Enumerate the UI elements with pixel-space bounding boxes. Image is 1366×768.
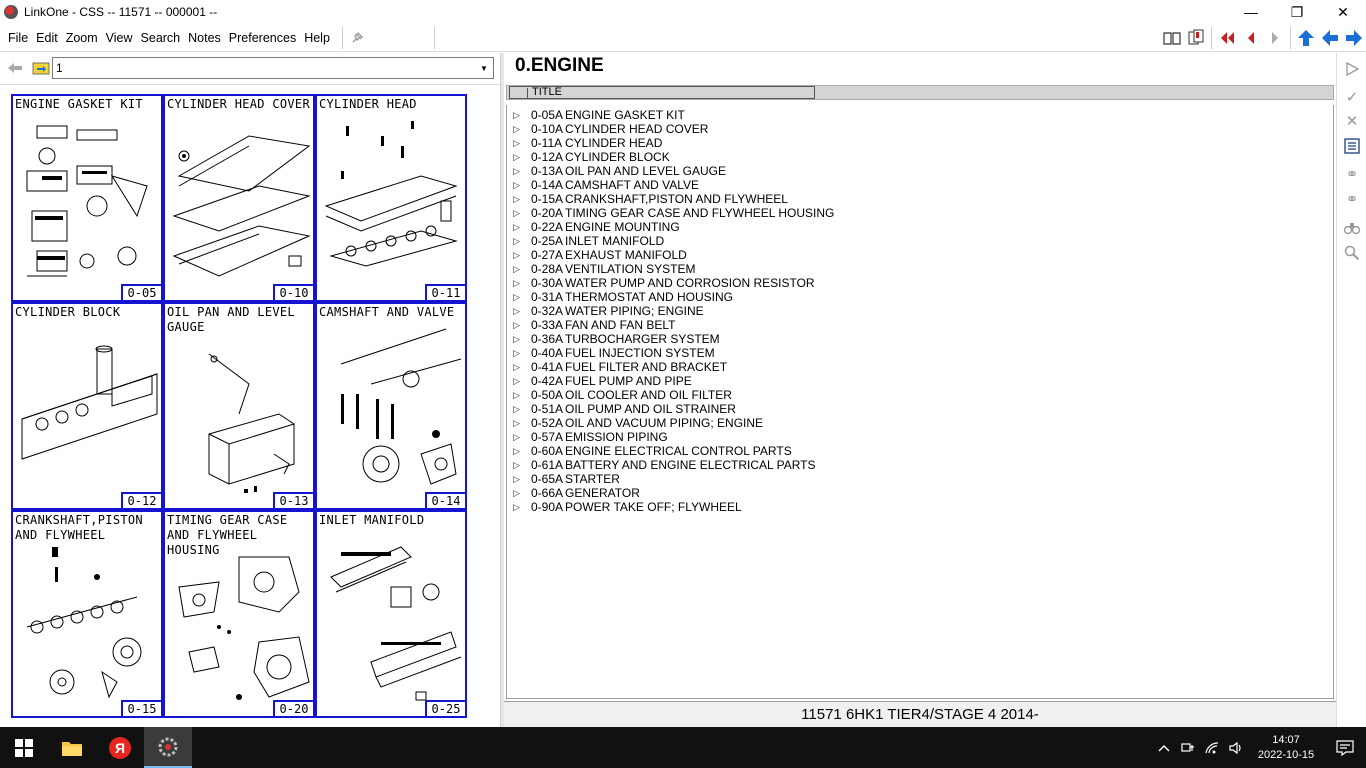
thumbnail-0-10[interactable] bbox=[163, 94, 315, 302]
thumbnail-grid bbox=[11, 94, 467, 718]
thumbnail-caption: CYLINDER HEAD bbox=[319, 97, 417, 111]
list-item-code: 0-20A bbox=[531, 206, 564, 220]
inlet-manifold-drawing bbox=[321, 532, 465, 702]
wifi-icon[interactable] bbox=[1200, 727, 1224, 768]
folder-arrow-icon[interactable] bbox=[32, 59, 50, 77]
list-item-title: FUEL PUMP AND PIPE bbox=[565, 374, 692, 388]
expand-arrow-icon[interactable]: ▷ bbox=[513, 123, 520, 134]
list-item[interactable] bbox=[513, 486, 640, 500]
up-arrow-icon[interactable] bbox=[1294, 26, 1318, 50]
thumbnail-number: 0-11 bbox=[425, 284, 467, 302]
network-adapter-icon[interactable] bbox=[1176, 727, 1200, 768]
list-item-title: CYLINDER HEAD bbox=[565, 136, 663, 150]
list-item-code: 0-60A bbox=[531, 444, 564, 458]
crankshaft-piston-drawing bbox=[17, 532, 161, 702]
list-item[interactable] bbox=[513, 206, 834, 220]
thumbnail-caption: CAMSHAFT AND VALVE bbox=[319, 305, 455, 319]
list-item[interactable] bbox=[513, 192, 788, 206]
expand-arrow-icon[interactable]: ▷ bbox=[513, 487, 520, 498]
unlink-icon[interactable]: ⚭ bbox=[1345, 191, 1359, 208]
book-icon[interactable] bbox=[1160, 26, 1184, 50]
history-back-icon[interactable] bbox=[6, 59, 24, 77]
list-item-title: FUEL FILTER AND BRACKET bbox=[565, 360, 728, 374]
list-item-code: 0-36A bbox=[531, 332, 564, 346]
menu-bar bbox=[0, 24, 1366, 52]
list-item[interactable] bbox=[513, 402, 736, 416]
list-item-code: 0-42A bbox=[531, 374, 564, 388]
list-item-code: 0-57A bbox=[531, 430, 564, 444]
list-item-title: WATER PUMP AND CORROSION RESISTOR bbox=[565, 276, 815, 290]
thumbnail-caption: ENGINE GASKET KIT bbox=[15, 97, 143, 111]
system-tray bbox=[1152, 727, 1366, 768]
list-item-code: 0-30A bbox=[531, 276, 564, 290]
list-item-title: CAMSHAFT AND VALVE bbox=[565, 178, 700, 192]
expand-arrow-icon[interactable]: ▷ bbox=[513, 207, 520, 218]
thumbnail-0-11[interactable] bbox=[315, 94, 467, 302]
list-item-title: TURBOCHARGER SYSTEM bbox=[565, 332, 720, 346]
list-item-title: CRANKSHAFT,PISTON AND FLYWHEEL bbox=[565, 192, 788, 206]
thumbnail-caption: OIL PAN AND LEVEL GAUGE bbox=[167, 305, 295, 334]
list-item-title: FAN AND FAN BELT bbox=[565, 318, 676, 332]
show-hidden-icons-icon[interactable] bbox=[1152, 727, 1176, 768]
list-item[interactable] bbox=[513, 248, 687, 262]
expand-arrow-icon[interactable]: ▷ bbox=[513, 193, 520, 204]
list-item-title: THERMOSTAT AND HOUSING bbox=[565, 290, 734, 304]
menu-view[interactable]: View bbox=[105, 30, 133, 45]
windows-logo-icon bbox=[15, 739, 33, 757]
title-bar bbox=[0, 0, 1366, 24]
expand-arrow-icon[interactable]: ▷ bbox=[513, 375, 520, 386]
list-item-code: 0-33A bbox=[531, 318, 564, 332]
menu-notes[interactable]: Notes bbox=[188, 30, 221, 45]
yandex-icon: Я bbox=[109, 737, 131, 759]
list-item-code: 0-11A bbox=[531, 136, 563, 150]
list-item[interactable] bbox=[513, 444, 792, 458]
list-item-title: EXHAUST MANIFOLD bbox=[565, 248, 687, 262]
menu-file[interactable]: File bbox=[8, 30, 29, 45]
list-item-code: 0-13A bbox=[531, 164, 564, 178]
list-item-code: 0-31A bbox=[531, 290, 564, 304]
list-item[interactable] bbox=[513, 374, 692, 388]
thumbnail-number: 0-05 bbox=[121, 284, 163, 302]
list-item-code: 0-10A bbox=[531, 122, 564, 136]
list-item[interactable] bbox=[513, 458, 816, 472]
list-item[interactable] bbox=[513, 416, 763, 430]
thumbnail-number: 0-20 bbox=[273, 700, 315, 718]
menu-preferences[interactable]: Preferences bbox=[228, 30, 297, 45]
list-item-code: 0-32A bbox=[531, 304, 564, 318]
folder-icon bbox=[61, 739, 83, 757]
list-item-title: CYLINDER HEAD COVER bbox=[565, 122, 709, 136]
list-item-code: 0-61A bbox=[531, 458, 564, 472]
forward-arrow-icon[interactable] bbox=[1342, 26, 1366, 50]
menu-zoom[interactable]: Zoom bbox=[65, 30, 98, 45]
thumbnail-number: 0-12 bbox=[121, 492, 163, 510]
volume-icon[interactable] bbox=[1224, 727, 1248, 768]
expand-arrow-icon[interactable]: ▷ bbox=[513, 137, 520, 148]
expand-arrow-icon[interactable]: ▷ bbox=[513, 151, 520, 162]
oil-pan-drawing bbox=[169, 324, 313, 494]
list-item-title: ENGINE MOUNTING bbox=[565, 220, 680, 234]
side-toolbar bbox=[1336, 53, 1366, 727]
thumbnail-0-25[interactable] bbox=[315, 510, 467, 718]
minimize-button[interactable]: — bbox=[1244, 4, 1258, 20]
list-item[interactable] bbox=[513, 472, 620, 486]
list-item[interactable] bbox=[513, 276, 815, 290]
list-item-code: 0-40A bbox=[531, 346, 564, 360]
menu-edit[interactable]: Edit bbox=[36, 30, 58, 45]
link-icon[interactable]: ⚭ bbox=[1345, 166, 1359, 183]
list-item-title: ENGINE ELECTRICAL CONTROL PARTS bbox=[565, 444, 792, 458]
thumbnail-0-05[interactable] bbox=[11, 94, 163, 302]
list-item[interactable] bbox=[513, 122, 708, 136]
linkone-app-icon bbox=[4, 5, 18, 19]
expand-arrow-icon[interactable]: ▷ bbox=[513, 445, 520, 456]
thumbnail-pane bbox=[0, 53, 500, 727]
list-item-code: 0-41A bbox=[531, 360, 564, 374]
cylinder-block-drawing bbox=[17, 324, 161, 494]
yandex-browser-button[interactable] bbox=[96, 727, 144, 768]
list-item[interactable] bbox=[513, 234, 664, 248]
expand-arrow-icon[interactable]: ▷ bbox=[513, 291, 520, 302]
list-item-code: 0-51A bbox=[531, 402, 564, 416]
list-item-title: GENERATOR bbox=[565, 486, 640, 500]
list-item-code: 0-28A bbox=[531, 262, 564, 276]
list-item-title: BATTERY AND ENGINE ELECTRICAL PARTS bbox=[565, 458, 816, 472]
cylinder-head-drawing bbox=[321, 116, 465, 286]
list-item-title: POWER TAKE OFF; FLYWHEEL bbox=[565, 500, 742, 514]
cross-icon[interactable]: ✕ bbox=[1345, 113, 1359, 130]
expand-arrow-icon[interactable]: ▷ bbox=[513, 277, 520, 288]
list-item-title: TIMING GEAR CASE AND FLYWHEEL HOUSING bbox=[565, 206, 835, 220]
dropdown-arrow-icon[interactable]: ▼ bbox=[480, 63, 488, 73]
list-item-title: EMISSION PIPING bbox=[565, 430, 668, 444]
expand-arrow-icon[interactable]: ▷ bbox=[513, 165, 520, 176]
bookmarks-icon[interactable] bbox=[1184, 26, 1208, 50]
expand-arrow-icon[interactable]: ▷ bbox=[513, 109, 520, 120]
list-item[interactable] bbox=[513, 332, 720, 346]
list-item-code: 0-25A bbox=[531, 234, 564, 248]
first-page-icon[interactable] bbox=[1215, 26, 1239, 50]
expand-arrow-icon[interactable]: ▷ bbox=[513, 417, 520, 428]
list-item-code: 0-12A bbox=[531, 150, 564, 164]
expand-arrow-icon[interactable]: ▷ bbox=[513, 235, 520, 246]
search-icon[interactable] bbox=[1340, 241, 1364, 265]
list-item[interactable] bbox=[513, 164, 726, 178]
thumbnail-0-12[interactable] bbox=[11, 302, 163, 510]
linkone-icon bbox=[156, 736, 180, 758]
binoculars-icon[interactable] bbox=[1340, 216, 1364, 240]
back-arrow-icon[interactable] bbox=[1318, 26, 1342, 50]
list-item-code: 0-52A bbox=[531, 416, 564, 430]
thumbnail-0-13[interactable] bbox=[163, 302, 315, 510]
expand-arrow-icon[interactable]: ▷ bbox=[513, 179, 520, 190]
start-button[interactable] bbox=[0, 727, 48, 768]
thumbnail-caption: CRANKSHAFT,PISTON AND FLYWHEEL bbox=[15, 513, 143, 542]
play-icon[interactable] bbox=[1340, 57, 1364, 81]
list-item[interactable] bbox=[513, 108, 685, 122]
cylinder-head-cover-drawing bbox=[169, 116, 313, 286]
list-item[interactable] bbox=[513, 178, 699, 192]
thumbnail-caption: INLET MANIFOLD bbox=[319, 513, 425, 527]
expand-arrow-icon[interactable]: ▷ bbox=[513, 361, 520, 372]
file-explorer-button[interactable] bbox=[48, 727, 96, 768]
contents-pane bbox=[504, 53, 1336, 727]
camshaft-valve-drawing bbox=[321, 324, 465, 494]
menu-separator bbox=[342, 27, 343, 49]
thumbnail-caption: CYLINDER HEAD COVER bbox=[167, 97, 310, 111]
expand-arrow-icon[interactable]: ▷ bbox=[513, 403, 520, 414]
thumbnail-0-15[interactable] bbox=[11, 510, 163, 718]
linkone-taskbar-button[interactable] bbox=[144, 727, 192, 768]
status-bar: 11571 6HK1 TIER4/STAGE 4 2014- bbox=[504, 701, 1336, 727]
thumbnail-number: 0-13 bbox=[273, 492, 315, 510]
expand-arrow-icon[interactable]: ▷ bbox=[513, 347, 520, 358]
list-item[interactable] bbox=[513, 346, 715, 360]
list-item[interactable] bbox=[513, 304, 704, 318]
list-item[interactable] bbox=[513, 430, 668, 444]
clock[interactable] bbox=[1248, 733, 1324, 763]
column-header-bar bbox=[506, 85, 1334, 100]
clock-date: 2022-10-15 bbox=[1257, 748, 1315, 761]
checkmark-icon[interactable]: ✓ bbox=[1345, 89, 1359, 106]
expand-arrow-icon[interactable]: ▷ bbox=[513, 305, 520, 316]
list-item-title: FUEL INJECTION SYSTEM bbox=[565, 346, 715, 360]
page-selector[interactable] bbox=[52, 57, 494, 79]
menu-search[interactable]: Search bbox=[140, 30, 181, 45]
list-item[interactable] bbox=[513, 136, 662, 150]
menu-separator-2 bbox=[434, 27, 435, 49]
close-button[interactable]: ✕ bbox=[1337, 3, 1349, 20]
list-item[interactable] bbox=[513, 388, 732, 402]
list-item-title: OIL COOLER AND OIL FILTER bbox=[565, 388, 732, 402]
clock-time: 14:07 bbox=[1272, 733, 1300, 746]
list-item-code: 0-90A bbox=[531, 500, 564, 514]
list-item-title: VENTILATION SYSTEM bbox=[565, 262, 696, 276]
list-item[interactable] bbox=[513, 150, 670, 164]
list-item-title: INLET MANIFOLD bbox=[565, 234, 665, 248]
section-title: 0.ENGINE bbox=[515, 55, 604, 76]
list-item-title: STARTER bbox=[565, 472, 620, 486]
list-item-title: WATER PIPING; ENGINE bbox=[565, 304, 704, 318]
list-item-code: 0-05A bbox=[531, 108, 564, 122]
list-item-code: 0-15A bbox=[531, 192, 564, 206]
list-item-code: 0-66A bbox=[531, 486, 564, 500]
list-item[interactable] bbox=[513, 262, 695, 276]
list-item-title: OIL PUMP AND OIL STRAINER bbox=[565, 402, 736, 416]
thumbnail-number: 0-15 bbox=[121, 700, 163, 718]
thumbnail-number: 0-25 bbox=[425, 700, 467, 718]
contents-list bbox=[506, 105, 1334, 699]
list-item[interactable] bbox=[513, 360, 727, 374]
list-item-title: OIL PAN AND LEVEL GAUGE bbox=[565, 164, 726, 178]
expand-arrow-icon[interactable]: ▷ bbox=[513, 263, 520, 274]
page-selector-value: 1 bbox=[56, 61, 63, 75]
list-item-title: ENGINE GASKET KIT bbox=[565, 108, 685, 122]
thumbnail-number: 0-14 bbox=[425, 492, 467, 510]
list-view-icon[interactable] bbox=[1340, 134, 1364, 158]
expand-arrow-icon[interactable]: ▷ bbox=[513, 431, 520, 442]
previous-page-icon[interactable] bbox=[1239, 26, 1263, 50]
engine-gasket-drawing bbox=[17, 116, 161, 286]
list-item[interactable] bbox=[513, 318, 675, 332]
menu-help[interactable]: Help bbox=[304, 30, 330, 45]
expand-arrow-icon[interactable]: ▷ bbox=[513, 319, 520, 330]
window-title: LinkOne - CSS -- 11571 -- 000001 -- bbox=[24, 5, 218, 19]
pin-icon[interactable] bbox=[345, 26, 369, 50]
expand-arrow-icon[interactable]: ▷ bbox=[513, 389, 520, 400]
list-item-code: 0-27A bbox=[531, 248, 564, 262]
list-item-title: CYLINDER BLOCK bbox=[565, 150, 670, 164]
list-item-code: 0-22A bbox=[531, 220, 564, 234]
thumbnail-caption: CYLINDER BLOCK bbox=[15, 305, 121, 319]
thumbnail-0-20[interactable] bbox=[163, 510, 315, 718]
next-page-icon[interactable] bbox=[1263, 26, 1287, 50]
left-toolbar bbox=[0, 56, 500, 80]
notification-icon bbox=[1336, 740, 1354, 756]
list-item-code: 0-65A bbox=[531, 472, 564, 486]
list-item[interactable] bbox=[513, 220, 680, 234]
thumbnail-number: 0-10 bbox=[273, 284, 315, 302]
list-item-code: 0-50A bbox=[531, 388, 564, 402]
windows-taskbar bbox=[0, 727, 1366, 768]
expand-arrow-icon[interactable]: ▷ bbox=[513, 459, 520, 470]
expand-arrow-icon[interactable]: ▷ bbox=[513, 249, 520, 260]
expand-arrow-icon[interactable]: ▷ bbox=[513, 473, 520, 484]
title-column-header[interactable]: TITLE bbox=[509, 86, 815, 99]
thumbnail-caption: TIMING GEAR CASE AND FLYWHEEL HOUSING bbox=[167, 513, 288, 557]
list-item[interactable] bbox=[513, 290, 733, 304]
list-item[interactable] bbox=[513, 500, 742, 514]
list-item-code: 0-14A bbox=[531, 178, 564, 192]
maximize-button[interactable]: ❐ bbox=[1290, 3, 1304, 20]
notifications-button[interactable] bbox=[1324, 740, 1366, 756]
expand-arrow-icon[interactable]: ▷ bbox=[513, 333, 520, 344]
expand-arrow-icon[interactable]: ▷ bbox=[513, 221, 520, 232]
list-item-title: OIL AND VACUUM PIPING; ENGINE bbox=[565, 416, 764, 430]
thumbnail-0-14[interactable] bbox=[315, 302, 467, 510]
timing-gear-case-drawing bbox=[169, 532, 313, 702]
expand-arrow-icon[interactable]: ▷ bbox=[513, 501, 520, 512]
